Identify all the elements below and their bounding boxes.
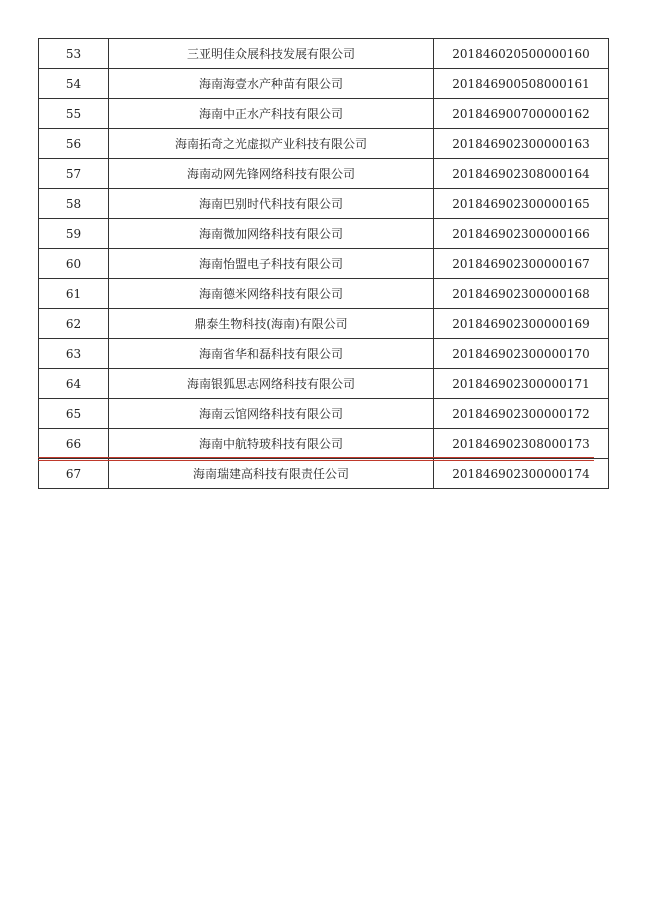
- row-number-cell: 59: [39, 219, 109, 249]
- table-row: [39, 219, 609, 249]
- row-number-cell: 55: [39, 99, 109, 129]
- row-number-cell: 65: [39, 399, 109, 429]
- row-number-cell: 60: [39, 249, 109, 279]
- company-name-cell: 海南中正水产科技有限公司: [109, 99, 434, 129]
- company-name-cell: 海南德米网络科技有限公司: [109, 279, 434, 309]
- table-row: [39, 309, 609, 339]
- company-name-cell: 海南微加网络科技有限公司: [109, 219, 434, 249]
- registration-code-cell: 201846900508000161: [434, 69, 609, 99]
- company-name-cell: 海南中航特玻科技有限公司: [109, 429, 434, 459]
- registration-code-cell: 201846902300000168: [434, 279, 609, 309]
- registration-code-cell: 201846900700000162: [434, 99, 609, 129]
- row-number-cell: 57: [39, 159, 109, 189]
- company-name-cell: 鼎泰生物科技(海南)有限公司: [109, 309, 434, 339]
- registration-code-cell: 201846020500000160: [434, 39, 609, 69]
- table-body: [39, 39, 609, 489]
- table-row: [39, 429, 609, 459]
- registration-code-cell: 201846902300000167: [434, 249, 609, 279]
- registration-code-cell: 201846902300000166: [434, 219, 609, 249]
- table-row: [39, 369, 609, 399]
- row-number-cell: 53: [39, 39, 109, 69]
- company-name-cell: 海南省华和磊科技有限公司: [109, 339, 434, 369]
- table-row: [39, 279, 609, 309]
- table-row: [39, 39, 609, 69]
- registration-code-cell: 201846902300000170: [434, 339, 609, 369]
- table-row: [39, 459, 609, 489]
- row-number-cell: 63: [39, 339, 109, 369]
- registration-code-cell: 201846902308000164: [434, 159, 609, 189]
- table-row: [39, 399, 609, 429]
- red-annotation-line: [38, 460, 594, 461]
- row-number-cell: 66: [39, 429, 109, 459]
- row-number-cell: 64: [39, 369, 109, 399]
- company-name-cell: 海南巴别时代科技有限公司: [109, 189, 434, 219]
- table-row: [39, 99, 609, 129]
- row-number-cell: 56: [39, 129, 109, 159]
- row-number-cell: 61: [39, 279, 109, 309]
- registration-code-cell: 201846902300000169: [434, 309, 609, 339]
- table-row: [39, 69, 609, 99]
- registration-code-cell: 201846902308000173: [434, 429, 609, 459]
- table-row: [39, 339, 609, 369]
- company-registry-table: [38, 38, 609, 489]
- table-row: [39, 159, 609, 189]
- table-row: [39, 129, 609, 159]
- company-name-cell: 三亚明佳众展科技发展有限公司: [109, 39, 434, 69]
- registration-code-cell: 201846902300000163: [434, 129, 609, 159]
- row-number-cell: 54: [39, 69, 109, 99]
- company-name-cell: 海南海壹水产种苗有限公司: [109, 69, 434, 99]
- company-name-cell: 海南怡盟电子科技有限公司: [109, 249, 434, 279]
- red-annotation-line: [38, 457, 594, 458]
- company-name-cell: 海南云馆网络科技有限公司: [109, 399, 434, 429]
- registration-code-cell: 201846902300000171: [434, 369, 609, 399]
- row-number-cell: 58: [39, 189, 109, 219]
- table-row: [39, 189, 609, 219]
- company-name-cell: 海南瑞建高科技有限责任公司: [109, 459, 434, 489]
- company-name-cell: 海南动网先锋网络科技有限公司: [109, 159, 434, 189]
- registration-code-cell: 201846902300000172: [434, 399, 609, 429]
- registration-code-cell: 201846902300000174: [434, 459, 609, 489]
- row-number-cell: 67: [39, 459, 109, 489]
- row-number-cell: 62: [39, 309, 109, 339]
- company-name-cell: 海南拓奇之光虚拟产业科技有限公司: [109, 129, 434, 159]
- company-name-cell: 海南银狐思志网络科技有限公司: [109, 369, 434, 399]
- table-row: [39, 249, 609, 279]
- registration-code-cell: 201846902300000165: [434, 189, 609, 219]
